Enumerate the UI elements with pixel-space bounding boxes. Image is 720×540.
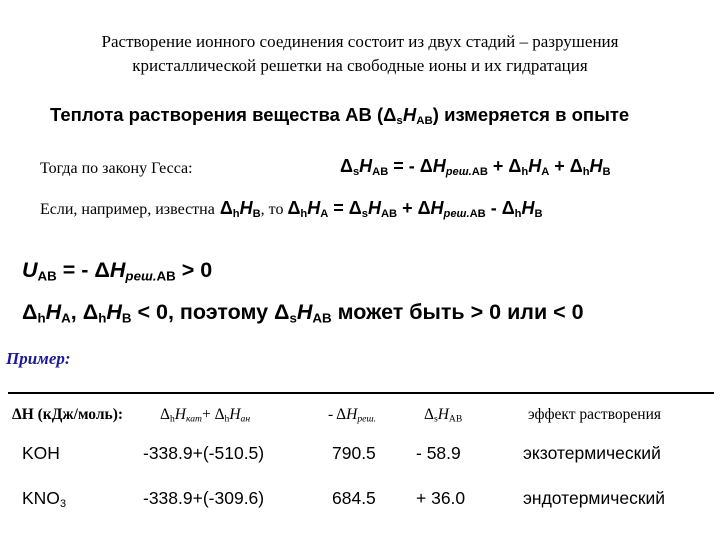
- example-line-known: $\Delta_hH_B$: [214, 198, 261, 221]
- example-line-label: Если, например, известна: [40, 201, 215, 218]
- table-header-lattice: - $\Delta H_{реш.}$: [328, 406, 377, 425]
- conclusion: $\Delta_hH_A$, $\Delta_hH_B < 0$, поэтому $\Delta_sH_{AB}$ может быть > 0 или < 0: [22, 300, 584, 326]
- table-row-hydration-sum: -338.9+(-510.5): [143, 443, 265, 463]
- table-header-dissolution: $\Delta_sH_{AB}$: [424, 406, 463, 425]
- intro-line-2: кристаллической решетки на свободные ионы и их гидратация: [132, 56, 588, 75]
- lattice-energy-equation: $U_{AB}$ = - $\Delta H_{реш.AB} > 0$: [22, 258, 213, 284]
- table-row-lattice: 684.5: [332, 488, 376, 508]
- hess-equation: $\Delta_sH_{AB}$ = - $\Delta H_{реш.AB} + \Delta_hH_A + \Delta_hH_B$: [340, 156, 611, 179]
- table-header-hydration: $\Delta_hH_{кат}+ \Delta_hH_{ан}$: [160, 406, 251, 425]
- intro-line-1: Растворение ионного соединения состоит из двух стадий – разрушения: [101, 32, 619, 51]
- table-row-lattice: 790.5: [332, 443, 376, 463]
- table-row-hydration-sum: -338.9+(-309.6): [143, 488, 265, 508]
- example-line-equation: $\Delta_hH_A = \Delta_sH_{AB} + \Delta H_{реш.AB} - \Delta_hH_B$: [287, 198, 543, 221]
- table-header-unit: ΔH (кДж/моль):: [12, 406, 124, 423]
- hess-label: Тогда по закону Гесса:: [40, 160, 193, 177]
- heading: Теплота растворения вещества AB $(\Delta_sH_{AB})$ измеряется в опыте: [50, 104, 630, 128]
- table-row-compound: $KNO_3$: [22, 488, 66, 511]
- table-top-rule: [8, 392, 714, 394]
- table-row-dissolution: + 36.0: [416, 488, 466, 508]
- table-row-effect: экзотермический: [523, 443, 661, 463]
- example-line: Если, например, известна $\Delta_hH_B$, то $\Delta_hH_A = \Delta_sH_{AB} + \Delta H_{реш.AB} - \Delta_hH_B$: [40, 198, 543, 221]
- table-row-dissolution: - 58.9: [416, 443, 461, 463]
- example-label: Пример:: [6, 349, 71, 368]
- table-header-effect: эффект растворения: [528, 406, 662, 423]
- table-row-compound: KOH: [22, 443, 60, 463]
- table-row-effect: эндотермический: [523, 488, 666, 508]
